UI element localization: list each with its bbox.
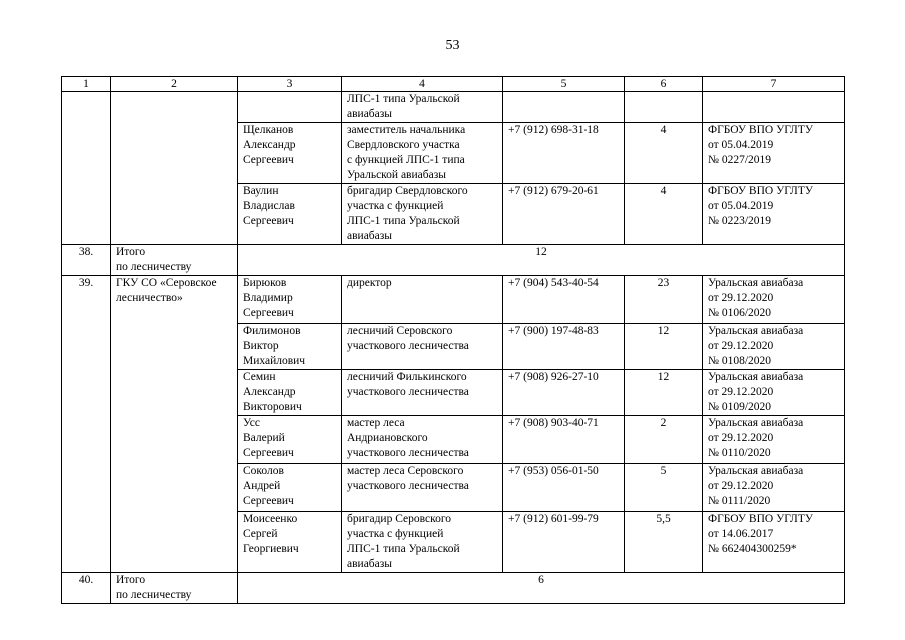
phone: +7 (912) 679-20-61 [503,184,625,245]
person-name: Ваулин Владислав Сергеевич [238,184,342,245]
phone: +7 (908) 903-40-71 [503,416,625,464]
experience: 12 [625,324,703,370]
position: заместитель начальника Свердловского участка с функцией ЛПС-1 типа Уральской авиабазы [342,123,503,184]
position: ЛПС-1 типа Уральской авиабазы [342,92,503,123]
person-name: Моисеенко Сергей Георгиевич [238,512,342,573]
staff-table [61,76,845,604]
organization-name: ГКУ СО «Серовское лесничество» [111,276,238,573]
total-row [62,245,845,276]
experience: 5,5 [625,512,703,573]
document: Уральская авиабаза от 29.12.2020 № 0108/2020 [703,324,845,370]
person-name: Филимонов Виктор Михайлович [238,324,342,370]
person-name: Щелканов Александр Сергеевич [238,123,342,184]
row-number: 39. [62,276,111,573]
total-value: 6 [238,573,845,604]
position: директор [342,276,503,324]
phone: +7 (908) 926-27-10 [503,370,625,416]
phone [503,92,625,123]
person-name: Усс Валерий Сергеевич [238,416,342,464]
page-number: 53 [445,38,460,53]
document [703,92,845,123]
table-row [62,92,845,123]
column-number: 1 [62,77,111,92]
column-number: 7 [703,77,845,92]
document: ФГБОУ ВПО УГЛТУ от 05.04.2019 № 0227/2019 [703,123,845,184]
position: бригадир Серовского участка с функцией ЛПС-1 типа Уральской авиабазы [342,512,503,573]
experience: 2 [625,416,703,464]
position: мастер леса Андриановского участкового лесничества [342,416,503,464]
person-name: Соколов Андрей Сергеевич [238,464,342,512]
total-label: Итого по лесничеству [111,245,238,276]
column-number: 2 [111,77,238,92]
person-name [238,92,342,123]
column-number-row [62,77,845,92]
experience: 12 [625,370,703,416]
document: ФГБОУ ВПО УГЛТУ от 05.04.2019 № 0223/2019 [703,184,845,245]
total-row [62,573,845,604]
organization-cell [111,92,238,245]
phone: +7 (904) 543-40-54 [503,276,625,324]
experience: 4 [625,184,703,245]
column-number: 4 [342,77,503,92]
position: мастер леса Серовского участкового лесничества [342,464,503,512]
phone: +7 (900) 197-48-83 [503,324,625,370]
experience: 4 [625,123,703,184]
total-label: Итого по лесничеству [111,573,238,604]
person-name: Семин Александр Викторович [238,370,342,416]
column-number: 6 [625,77,703,92]
document: Уральская авиабаза от 29.12.2020 № 0106/2020 [703,276,845,324]
document: ФГБОУ ВПО УГЛТУ от 14.06.2017 № 662404300259* [703,512,845,573]
row-number: 40. [62,573,111,604]
position: лесничий Серовского участкового лесничества [342,324,503,370]
row-number: 38. [62,245,111,276]
row-number-cell [62,92,111,245]
table-row [62,276,845,324]
experience: 23 [625,276,703,324]
position: лесничий Филькинского участкового лесничества [342,370,503,416]
column-number: 5 [503,77,625,92]
document: Уральская авиабаза от 29.12.2020 № 0109/2020 [703,370,845,416]
person-name: Бирюков Владимир Сергеевич [238,276,342,324]
document: Уральская авиабаза от 29.12.2020 № 0111/2020 [703,464,845,512]
document: Уральская авиабаза от 29.12.2020 № 0110/2020 [703,416,845,464]
experience [625,92,703,123]
column-number: 3 [238,77,342,92]
phone: +7 (912) 698-31-18 [503,123,625,184]
phone: +7 (912) 601-99-79 [503,512,625,573]
total-value: 12 [238,245,845,276]
phone: +7 (953) 056-01-50 [503,464,625,512]
position: бригадир Свердловского участка с функцией ЛПС-1 типа Уральской авиабазы [342,184,503,245]
experience: 5 [625,464,703,512]
